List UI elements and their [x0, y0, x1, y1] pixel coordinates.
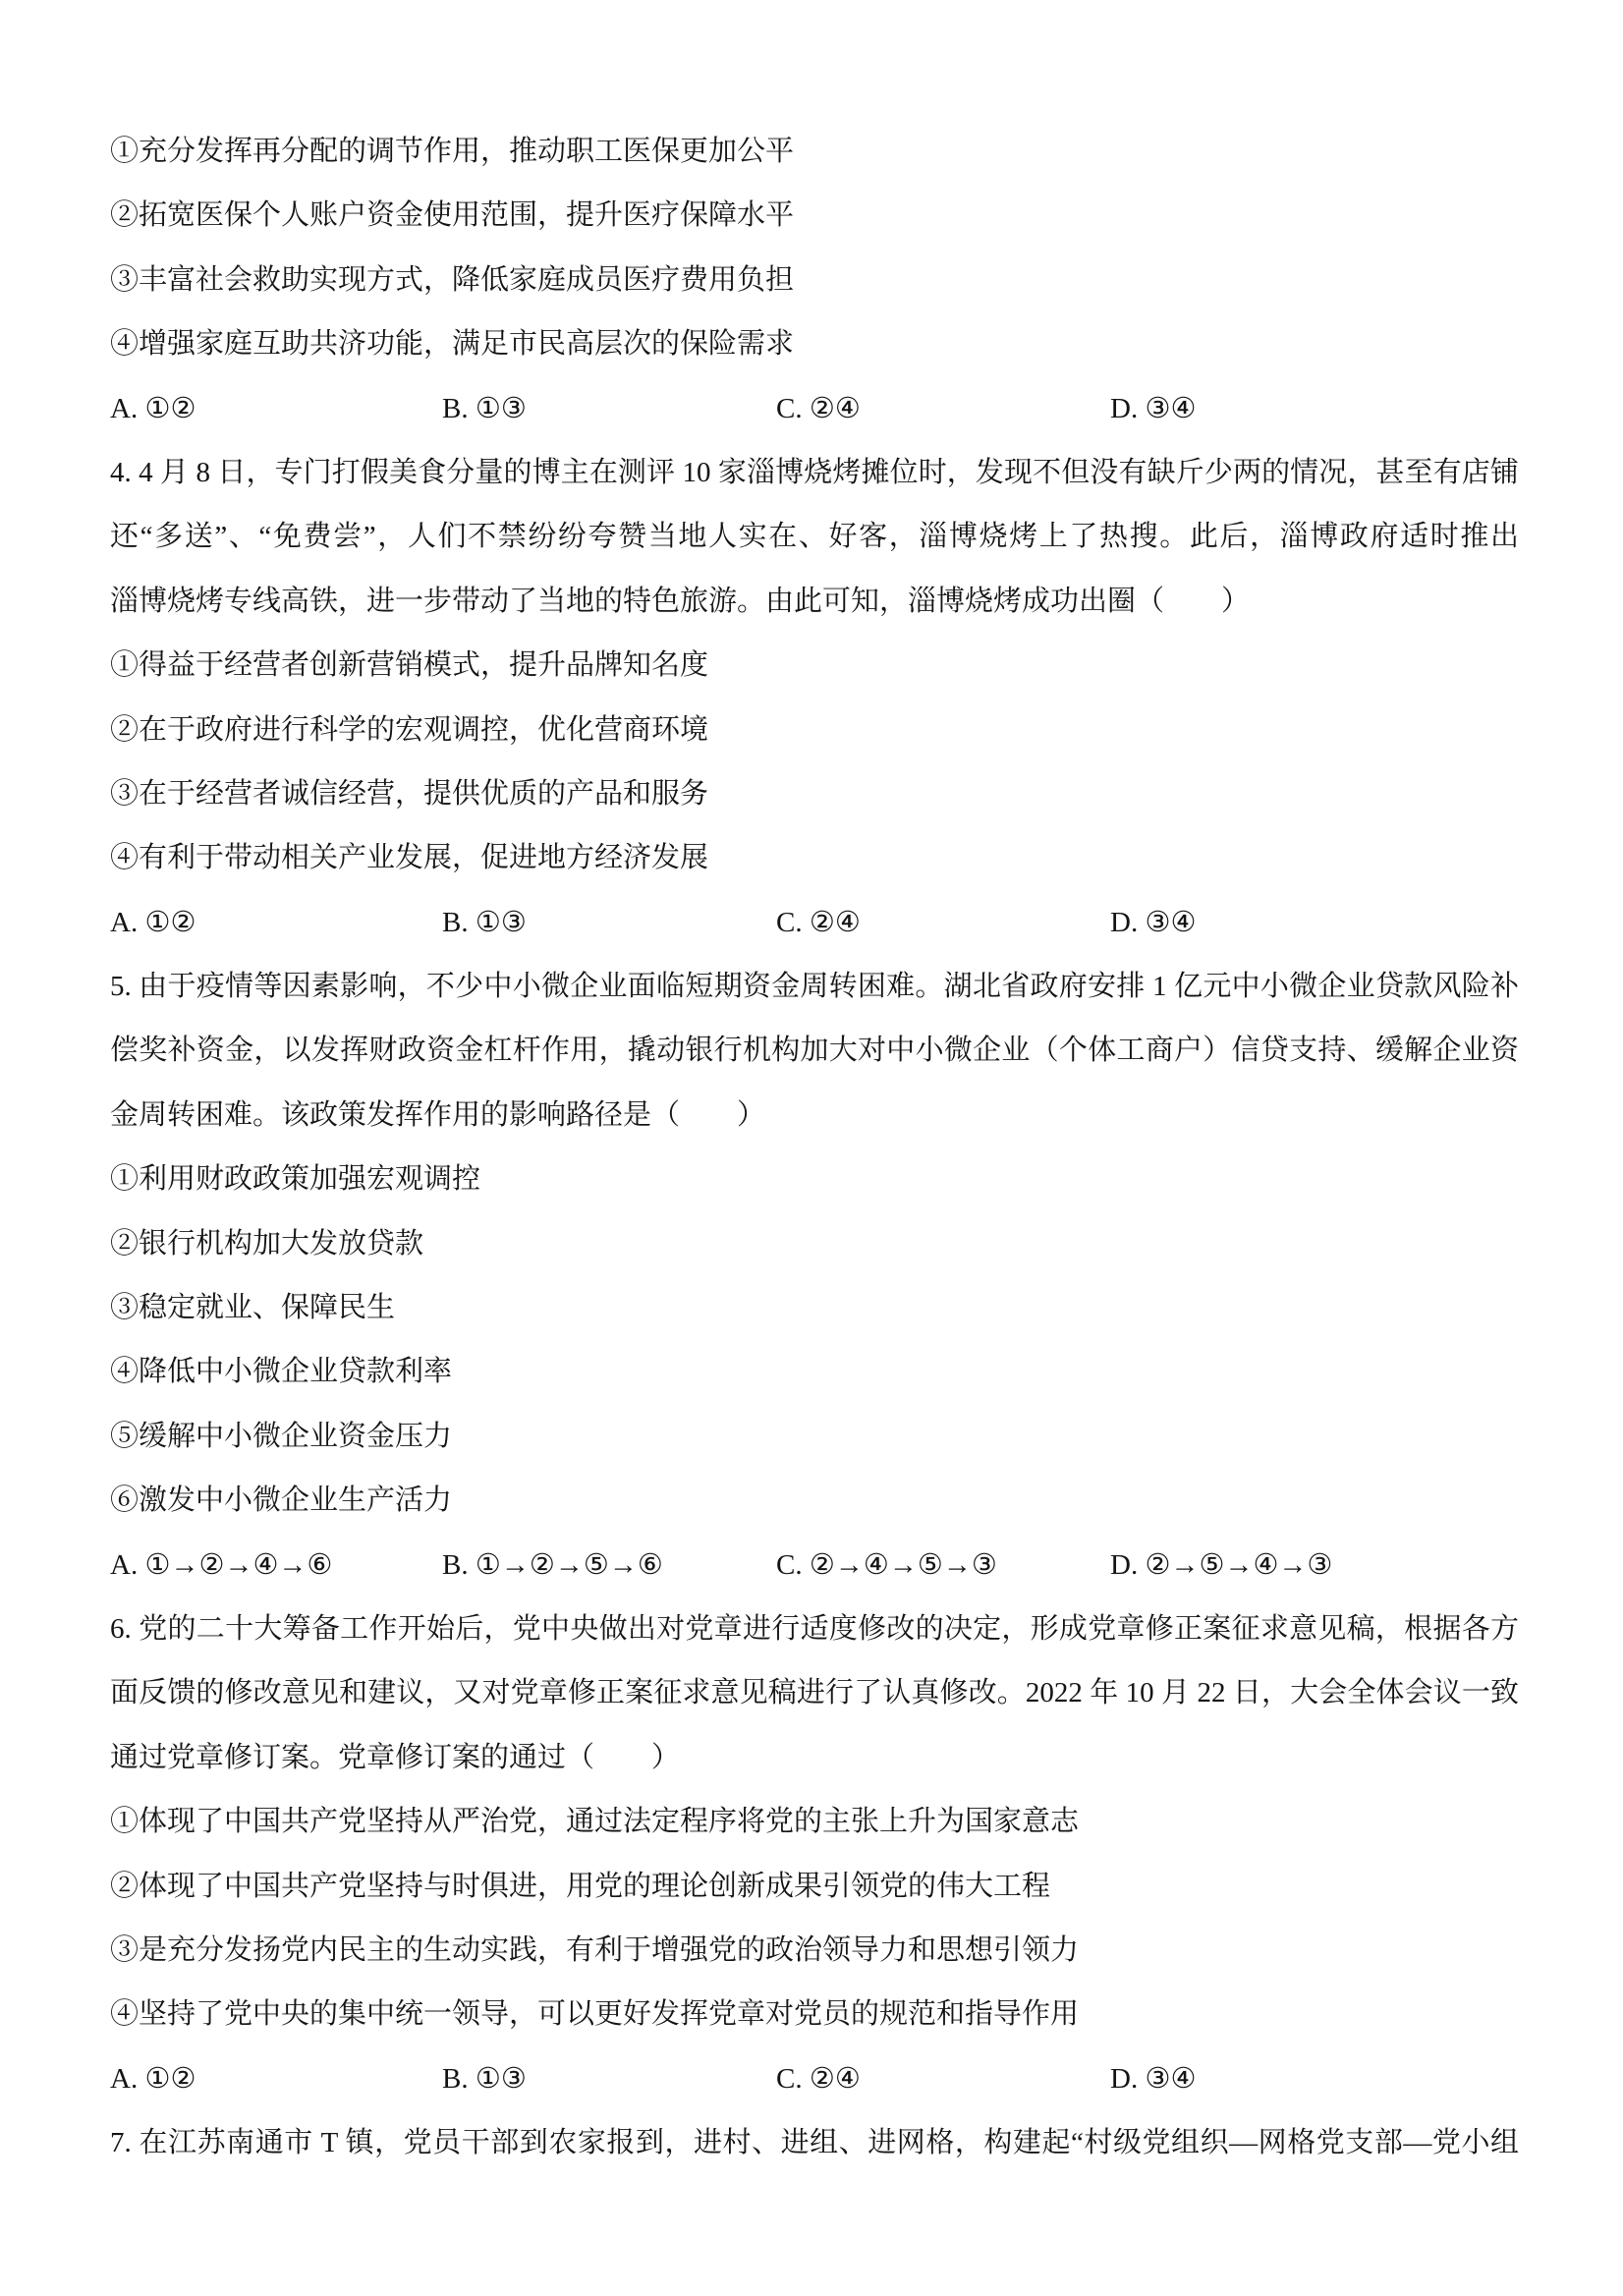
q6-option-a: A. ①② — [110, 2062, 196, 2095]
q5-statement-1: ①利用财政政策加强宏观调控 — [110, 1163, 481, 1196]
q7-stem-line-1: 7. 在江苏南通市 T 镇，党员干部到农家报到，进村、进组、进网格，构建起“村级党组织—网格党支部—党小组 — [110, 2127, 1519, 2159]
q6-option-b: B. ①③ — [442, 2062, 527, 2095]
q3-statement-1: ①充分发挥再分配的调节作用，推动职工医保更加公平 — [110, 136, 795, 167]
q4-option-a: A. ①② — [110, 906, 196, 938]
q5-statement-3: ③稳定就业、保障民生 — [110, 1292, 396, 1324]
q4-option-b: B. ①③ — [442, 906, 527, 938]
q6-option-d: D. ③④ — [1110, 2062, 1197, 2095]
q5-option-c: C. ②→④→⑤→③ — [776, 1548, 997, 1581]
q5-statement-5: ⑤缓解中小微企业资金压力 — [110, 1420, 453, 1452]
q3-statement-2: ②拓宽医保个人账户资金使用范围，提升医疗保障水平 — [110, 199, 795, 232]
q5-option-d: D. ②→⑤→④→③ — [1110, 1548, 1333, 1581]
q6-stem-line-2: 面反馈的修改意见和建议，又对党章修正案征求意见稿进行了认真修改。2022 年 10 月 22 日，大会全体会议一致 — [110, 1677, 1519, 1709]
q4-statement-2: ②在于政府进行科学的宏观调控，优化营商环境 — [110, 713, 709, 746]
q6-stem-line-3: 通过党章修订案。党章修订案的通过（ ） — [110, 1741, 681, 1773]
q3-statement-4: ④增强家庭互助共济功能，满足市民高层次的保险需求 — [110, 328, 795, 361]
q4-option-c: C. ②④ — [776, 906, 861, 938]
q6-option-c: C. ②④ — [776, 2062, 861, 2095]
q4-stem-line-2: 还“多送”、“免费尝”，人们不禁纷纷夸赞当地人实在、好客，淄博烧烤上了热搜。此后，淄博政府适时推出 — [110, 521, 1519, 553]
q3-option-d: D. ③④ — [1110, 392, 1197, 424]
q6-stem-line-1: 6. 党的二十大筹备工作开始后，党中央做出对党章进行适度修改的决定，形成党章修正案征求意见稿，根据各方 — [110, 1612, 1519, 1645]
q4-options-row — [110, 891, 1519, 955]
q4-stem-line-1: 4. 4 月 8 日，专门打假美食分量的博主在测评 10 家淄博烧烤摊位时，发现不但没有缺斤少两的情况，甚至有店铺 — [110, 456, 1519, 488]
q6-statement-4: ④坚持了党中央的集中统一领导，可以更好发挥党章对党员的规范和指导作用 — [110, 1998, 1080, 2031]
q5-stem-line-3: 金周转困难。该政策发挥作用的影响路径是（ ） — [110, 1098, 766, 1131]
q4-stem-line-3: 淄博烧烤专线高铁，进一步带动了当地的特色旅游。由此可知，淄博烧烤成功出圈（ ） — [110, 585, 1251, 617]
page-content — [110, 120, 1519, 2176]
q6-statement-1: ①体现了中国共产党坚持从严治党，通过法定程序将党的主张上升为国家意志 — [110, 1806, 1080, 1838]
q6-options-row — [110, 2047, 1519, 2111]
q5-statement-6: ⑥激发中小微企业生产活力 — [110, 1484, 453, 1517]
q5-stem-line-2: 偿奖补资金，以发挥财政资金杠杆作用，撬动银行机构加大对中小微企业（个体工商户）信贷支持、缓解企业资 — [110, 1035, 1519, 1067]
q6-statement-2: ②体现了中国共产党坚持与时俱进，用党的理论创新成果引领党的伟大工程 — [110, 1870, 1051, 1902]
q3-options-row — [110, 377, 1519, 441]
q5-stem-line-1: 5. 由于疫情等因素影响，不少中小微企业面临短期资金周转困难。湖北省政府安排 1 亿元中小微企业贷款风险补 — [110, 971, 1519, 1003]
q4-statement-3: ③在于经营者诚信经营，提供优质的产品和服务 — [110, 777, 709, 810]
q5-option-a: A. ①→②→④→⑥ — [110, 1548, 333, 1581]
q3-option-c: C. ②④ — [776, 392, 861, 424]
q6-statement-3: ③是充分发扬党内民主的生动实践，有利于增强党的政治领导力和思想引领力 — [110, 1933, 1080, 1966]
q3-statement-3: ③丰富社会救助实现方式，降低家庭成员医疗费用负担 — [110, 263, 795, 296]
q5-options-row — [110, 1534, 1519, 1597]
q5-statement-4: ④降低中小微企业贷款利率 — [110, 1356, 453, 1388]
q3-option-a: A. ①② — [110, 392, 196, 424]
q5-statement-2: ②银行机构加大发放贷款 — [110, 1227, 424, 1260]
q4-statement-1: ①得益于经营者创新营销模式，提升品牌知名度 — [110, 649, 709, 682]
q3-option-b: B. ①③ — [442, 392, 527, 424]
q5-option-b: B. ①→②→⑤→⑥ — [442, 1548, 663, 1581]
q4-option-d: D. ③④ — [1110, 906, 1197, 938]
q4-statement-4: ④有利于带动相关产业发展，促进地方经济发展 — [110, 842, 709, 874]
